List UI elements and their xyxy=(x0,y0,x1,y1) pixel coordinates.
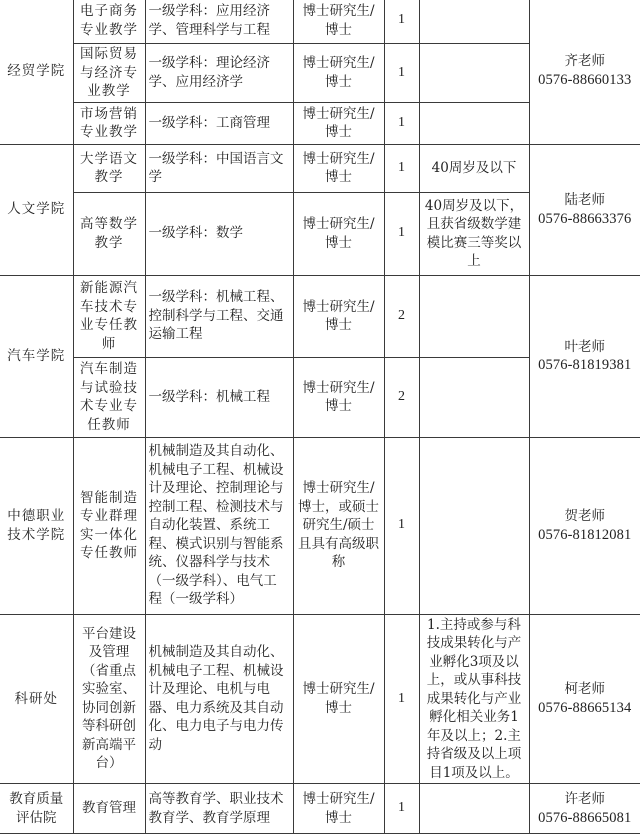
table-row xyxy=(0,614,640,784)
contact-name: 贺老师 xyxy=(564,508,605,524)
table-row xyxy=(0,784,640,834)
other-requirements-cell xyxy=(419,437,529,614)
major-cell: 一级学科：中国语言文学 xyxy=(145,144,293,192)
other-requirements-cell xyxy=(419,44,529,103)
count-cell: 2 xyxy=(384,357,419,437)
other-requirements-cell xyxy=(419,357,529,437)
position-title-cell: 教育管理 xyxy=(73,784,145,834)
count-cell: 1 xyxy=(384,437,419,614)
major-cell: 一级学科：数学 xyxy=(145,192,293,275)
education-cell: 博士研究生/博士 xyxy=(293,192,384,275)
contact-name: 齐老师 xyxy=(564,53,605,70)
department-cell: 中德职业技术学院 xyxy=(0,437,73,614)
contact-cell xyxy=(529,437,640,614)
position-title-cell: 智能制造专业群理实一体化专任教师 xyxy=(73,437,145,614)
education-cell: 博士研究生/博士 xyxy=(293,0,384,44)
position-title-cell: 高等数学教学 xyxy=(73,192,145,275)
position-title-cell: 电子商务专业教学 xyxy=(73,0,145,44)
position-title-cell: 市场营销专业教学 xyxy=(73,102,145,144)
position-title-cell: 大学语文教学 xyxy=(73,144,145,192)
contact-phone: 0576-88665081 xyxy=(538,809,632,826)
contact-phone: 0576-88665134 xyxy=(538,699,632,716)
other-requirements-cell xyxy=(419,275,529,357)
department-cell: 教育质量评估院 xyxy=(0,784,73,834)
major-cell: 机械制造及其自动化、机械电子工程、机械设计及理论、控制理论与控制工程、检测技术与自动化装置、系统工程、模式识别与智能系统、仪器科学与技术（一级学科）、电气工程（一级学科） xyxy=(145,437,293,614)
count-cell: 1 xyxy=(384,192,419,275)
other-requirements-cell: 1.主持或参与科技成果转化与产业孵化3项及以上，或从事科技成果转化与产业孵化相关业务1年及以上；2.主持省级及以上项目1项及以上。 xyxy=(419,614,529,784)
contact-phone: 0576-81819381 xyxy=(538,357,632,373)
department-cell: 科研处 xyxy=(0,614,73,784)
position-title-cell: 平台建设及管理（省重点实验室、协同创新等科研创新高端平台） xyxy=(73,614,145,784)
other-requirements-cell xyxy=(419,0,529,44)
count-cell: 1 xyxy=(384,0,419,44)
contact-phone: 0576-81812081 xyxy=(538,526,632,543)
position-title-cell: 新能源汽车技术专业专任教师 xyxy=(73,275,145,357)
contact-name: 许老师 xyxy=(564,791,605,807)
major-cell: 一级学科：机械工程 xyxy=(145,357,293,437)
major-cell: 一级学科：理论经济学、应用经济学 xyxy=(145,44,293,103)
education-cell: 博士研究生/博士 xyxy=(293,44,384,103)
education-cell: 博士研究生/博士 xyxy=(293,275,384,357)
major-cell: 一级学科：机械工程、控制科学与工程、交通运输工程 xyxy=(145,275,293,357)
contact-name: 叶老师 xyxy=(564,338,605,355)
education-cell: 博士研究生/博士 xyxy=(293,614,384,784)
major-cell: 一级学科：应用经济学、管理科学与工程 xyxy=(145,0,293,44)
position-title-cell: 汽车制造与试验技术专业专任教师 xyxy=(73,357,145,437)
table-row xyxy=(0,0,640,44)
other-requirements-cell: 40周岁及以下 xyxy=(419,144,529,192)
count-cell: 1 xyxy=(384,784,419,834)
contact-cell xyxy=(529,0,640,144)
department-cell: 人文学院 xyxy=(0,144,73,275)
count-cell: 1 xyxy=(384,102,419,144)
education-cell: 博士研究生/博士 xyxy=(293,102,384,144)
education-cell: 博士研究生/博士 xyxy=(293,144,384,192)
major-cell: 机械制造及其自动化、机械电子工程、机械设计及理论、电机与电器、电力系统及其自动化、电力电子与电力传动 xyxy=(145,614,293,784)
table-row xyxy=(0,275,640,357)
department-cell: 汽车学院 xyxy=(0,275,73,437)
count-cell: 1 xyxy=(384,44,419,103)
education-cell: 博士研究生/博士 xyxy=(293,784,384,834)
table-row xyxy=(0,144,640,192)
count-cell: 2 xyxy=(384,275,419,357)
education-cell: 博士研究生/博士 xyxy=(293,357,384,437)
major-cell: 高等教育学、职业技术教育学、教育学原理 xyxy=(145,784,293,834)
education-cell: 博士研究生/博士，或硕士研究生/硕士且具有高级职称 xyxy=(293,437,384,614)
count-cell: 1 xyxy=(384,614,419,784)
contact-cell xyxy=(529,144,640,275)
contact-phone: 0576-88660133 xyxy=(538,71,632,88)
department-cell: 经贸学院 xyxy=(0,0,73,144)
count-cell: 1 xyxy=(384,144,419,192)
contact-phone: 0576-88663376 xyxy=(538,210,632,227)
table-row xyxy=(0,437,640,614)
contact-cell xyxy=(529,275,640,437)
contact-cell xyxy=(529,784,640,834)
position-title-cell: 国际贸易与经济专业教学 xyxy=(73,44,145,103)
contact-cell xyxy=(529,614,640,784)
other-requirements-cell: 40周岁及以下，且获省级数学建模比赛三等奖以上 xyxy=(419,192,529,275)
other-requirements-cell xyxy=(419,784,529,834)
contact-name: 陆老师 xyxy=(564,192,605,208)
other-requirements-cell xyxy=(419,102,529,144)
major-cell: 一级学科：工商管理 xyxy=(145,102,293,144)
contact-name: 柯老师 xyxy=(564,681,605,698)
